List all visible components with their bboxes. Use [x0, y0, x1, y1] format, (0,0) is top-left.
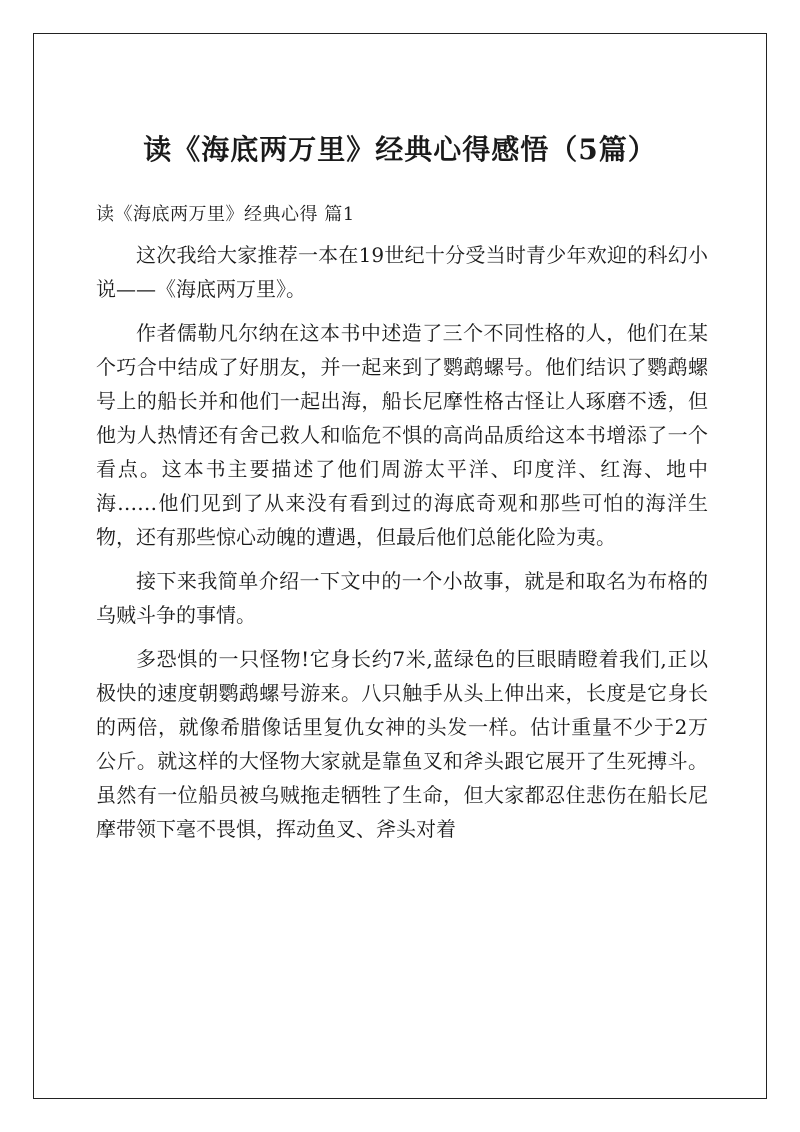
paragraph: 多恐惧的一只怪物!它身长约7米,蓝绿色的巨眼睛瞪着我们,正以极快的速度朝鹦鹉螺号游来。八只触手从头上伸出来，长度是它身长的两倍，就像希腊像话里复仇女神的头发一样。估计重量不少于2万公斤。就这样的大怪物大家就是靠鱼叉和斧头跟它展开了生死搏斗。虽然有一位船员被乌贼拖走牺牲了生命，但大家都忍住悲伤在船长尼摩带领下毫不畏惧，挥动鱼叉、斧头对着: [96, 647, 708, 841]
document-title: 读《海底两万里》经典心得感悟（5篇）: [143, 133, 657, 166]
document-body: [96, 238, 708, 846]
paragraph: 这次我给大家推荐一本在19世纪十分受当时青少年欢迎的科幻小说——《海底两万里》。: [96, 243, 708, 301]
paragraph: 作者儒勒凡尔纳在这本书中述造了三个不同性格的人，他们在某个巧合中结成了好朋友，并一起来到了鹦鹉螺号。他们结识了鹦鹉螺号上的船长并和他们一起出海，船长尼摩性格古怪让人琢磨不透，但他为人热情还有舍己救人和临危不惧的高尚品质给这本书增添了一个看点。这本书主要描述了他们周游太平洋、印度洋、红海、地中海……他们见到了从来没有看到过的海底奇观和那些可怕的海洋生物，还有那些惊心动魄的遭遇，但最后他们总能化险为夷。: [96, 321, 708, 549]
section-heading: 读《海底两万里》经典心得 篇1: [96, 204, 355, 225]
paragraph: 接下来我简单介绍一下文中的一个小故事，就是和取名为布格的乌贼斗争的事情。: [96, 569, 708, 627]
